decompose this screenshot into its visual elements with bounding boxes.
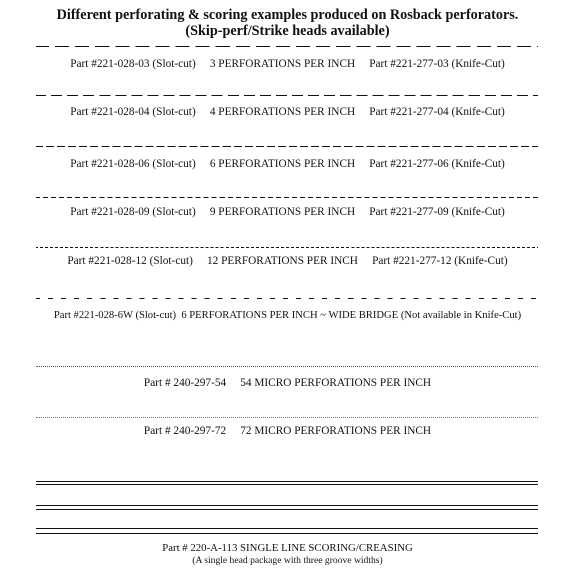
example-label: Part #221-028-06 (Slot-cut) 6 PERFORATIONS PER INCH Part #221-277-06 (Knife-Cut) — [70, 158, 505, 170]
page-title-line-2: (Skip-perf/Strike heads available) — [185, 23, 390, 39]
perforation-line-6w — [36, 298, 538, 299]
perforation-line-72-micro — [36, 417, 538, 418]
example-label: Part # 240-297-54 54 MICRO PERFORATIONS PER INCH — [143, 377, 432, 389]
perforation-line-6 — [36, 146, 538, 147]
perforation-line-4 — [36, 95, 538, 96]
example-label: Part #221-028-04 (Slot-cut) 4 PERFORATIONS PER INCH Part #221-277-04 (Knife-Cut) — [70, 106, 505, 118]
perforation-line-12 — [36, 247, 538, 248]
perforation-line-54-micro — [36, 366, 538, 367]
scoring-note: (A single head package with three groove widths) — [192, 555, 383, 566]
score-line-narrow — [36, 481, 538, 485]
example-label: Part #221-028-03 (Slot-cut) 3 PERFORATIONS PER INCH Part #221-277-03 (Knife-Cut) — [70, 58, 505, 70]
score-line-wide — [36, 528, 538, 534]
example-label: Part #221-028-09 (Slot-cut) 9 PERFORATIONS PER INCH Part #221-277-09 (Knife-Cut) — [70, 206, 505, 218]
page-title-line-1: Different perforating & scoring examples produced on Rosback perforators. — [56, 7, 519, 23]
score-line-medium — [36, 505, 538, 510]
example-label: Part # 240-297-72 72 MICRO PERFORATIONS PER INCH — [143, 425, 432, 437]
perforation-line-9 — [36, 197, 538, 198]
example-label: Part #221-028-12 (Slot-cut) 12 PERFORATIONS PER INCH Part #221-277-12 (Knife-Cut) — [67, 255, 508, 267]
scoring-label: Part # 220-A-113 SINGLE LINE SCORING/CREASING — [162, 542, 413, 554]
example-label: Part #221-028-6W (Slot-cut) 6 PERFORATIONS PER INCH ~ WIDE BRIDGE (Not available in Knife-Cut) — [53, 310, 522, 321]
perforation-line-3 — [36, 46, 538, 47]
